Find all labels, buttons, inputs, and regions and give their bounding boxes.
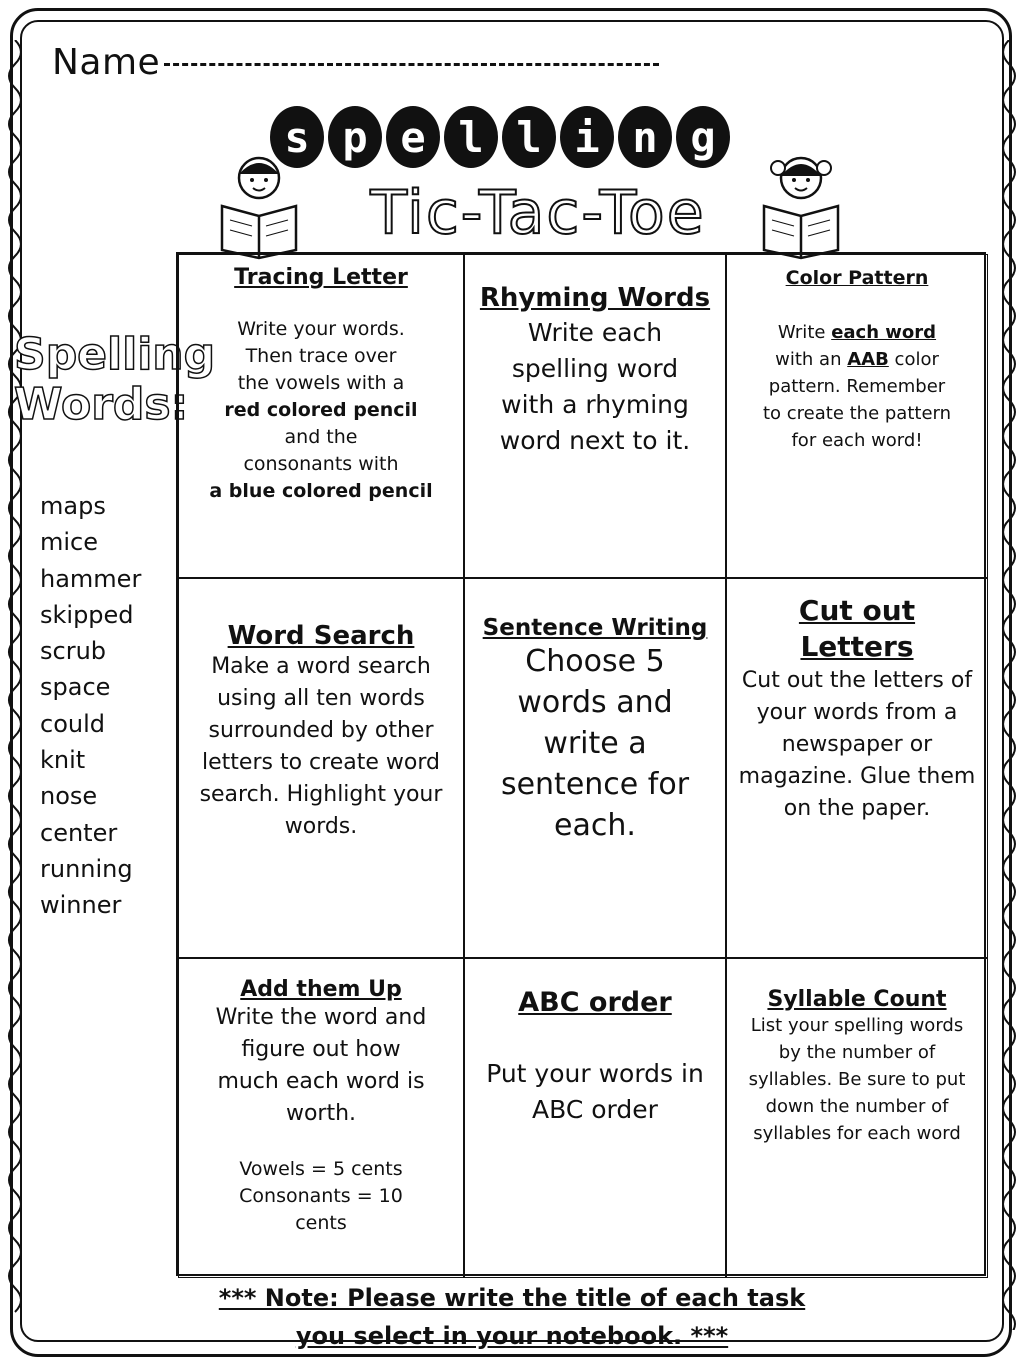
page-subtitle: Tic-Tac-Toe — [370, 178, 706, 248]
left-border-squiggle — [2, 40, 28, 1330]
task-title: Tracing Letter — [234, 265, 408, 290]
task-title: Sentence Writing — [482, 615, 708, 641]
spelling-word: scrub — [40, 637, 107, 666]
reading-boy-icon — [214, 150, 304, 260]
name-label: Name — [52, 42, 161, 83]
task-title: ABC order — [518, 987, 672, 1018]
task-cell-color-pattern: Color Pattern Write each word with an AAB color pattern. Remember to create the pattern for each word! — [726, 254, 988, 578]
title-letter: g — [676, 106, 730, 168]
task-title: Color Pattern — [785, 267, 929, 289]
title-letter: e — [386, 106, 440, 168]
spelling-word: center — [40, 818, 118, 847]
spelling-word-list — [40, 488, 141, 924]
page-title — [270, 106, 790, 176]
title-letter: n — [618, 106, 672, 168]
reading-girl-icon — [756, 150, 846, 260]
spelling-word: knit — [40, 746, 86, 775]
spelling-word: space — [40, 673, 111, 702]
footer-note-line-2: you select in your notebook. *** — [295, 1322, 729, 1350]
title-letter: i — [560, 106, 614, 168]
spelling-words-heading: Spelling Words: — [14, 329, 216, 430]
name-blank-line — [164, 63, 659, 66]
footer-note-line-1: *** Note: Please write the title of each task — [218, 1284, 806, 1312]
task-title: Syllable Count — [767, 987, 947, 1012]
title-letter: s — [270, 106, 324, 168]
spelling-word: could — [40, 709, 105, 738]
task-title: Rhyming Words — [479, 283, 711, 313]
task-cell-syllable-count: Syllable Count List your spelling words by the number of syllables. Be sure to put down the number of syllables for each word — [726, 958, 988, 1278]
task-cell-rhyming-words: Rhyming Words Write each spelling word with a rhyming word next to it. — [464, 254, 726, 578]
task-cell-sentence-writing: Sentence Writing Choose 5 words and write a sentence for each. — [464, 578, 726, 958]
task-cell-tracing-letter: Tracing Letter Write your words. Then trace over the vowels with a red colored pencil and the consonants with a blue colored pencil — [178, 254, 464, 578]
task-title: Word Search — [227, 621, 415, 651]
title-letter: l — [444, 106, 498, 168]
spelling-word: mice — [40, 528, 99, 557]
spelling-word: hammer — [40, 564, 142, 593]
spelling-word: maps — [40, 492, 106, 520]
task-cell-word-search: Word Search Make a word search using all ten words surrounded by other letters to create word search. Highlight your words. — [178, 578, 464, 958]
spelling-word: skipped — [40, 600, 134, 629]
name-field — [52, 42, 659, 83]
tic-tac-toe-grid — [176, 252, 986, 1276]
spelling-word: winner — [40, 891, 122, 920]
task-cell-cut-out-letters: Cut out Letters Cut out the letters of your words from a newspaper or magazine. Glue them on the paper. — [726, 578, 988, 958]
task-cell-add-them-up: Add them Up Write the word and figure out how much each word is worth. Vowels = 5 cents Consonants = 10 cents — [178, 958, 464, 1278]
title-letter: l — [502, 106, 556, 168]
title-letter: p — [328, 106, 382, 168]
spelling-word: running — [40, 854, 133, 883]
spelling-word: nose — [40, 782, 98, 811]
right-border-squiggle — [996, 40, 1022, 1330]
task-title: Add them Up — [240, 977, 402, 1002]
task-cell-abc-order: ABC order Put your words in ABC order — [464, 958, 726, 1278]
task-title: Cut out Letters — [798, 594, 916, 663]
